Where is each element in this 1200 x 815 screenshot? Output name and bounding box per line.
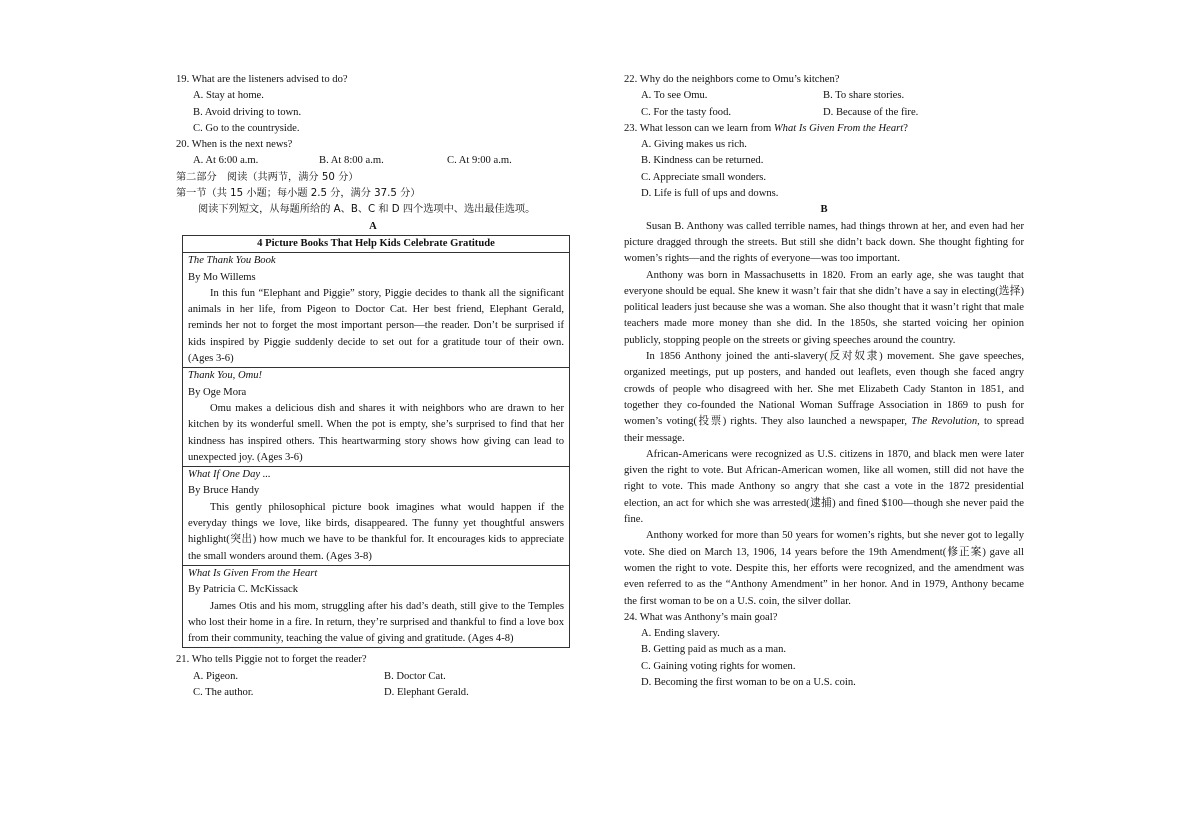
q23-prefix: 23. What lesson can we learn from: [624, 122, 774, 134]
section-one-heading: 第一节（共 15 小题；每小题 2.5 分，满分 37.5 分）: [176, 188, 421, 200]
newspaper-title: The Revolution: [911, 416, 978, 428]
book-entry: [183, 467, 570, 566]
q23-book-title: What Is Given From the Heart: [773, 122, 904, 134]
q23-option-a: A. Giving makes us rich.: [641, 139, 747, 151]
q21-option-a: A. Pigeon.: [193, 670, 239, 682]
passage-a-label: A: [369, 220, 377, 232]
picture-books-table: [182, 235, 570, 648]
passage-b-paragraph-5: Anthony worked for more than 50 years for women’s rights, but she never got to legally vote. She died on March 13, 1906, 14 years before the 19th Amendment(修正案) gave all women the right to vote. Despite this, her efforts were recognized, and the amendment was even referred to as the “Anthony Amendment” in her honor. And in 1979, Anthony became the first woman to be on a U.S. coin, the silver dollar.: [624, 530, 1024, 607]
q24-option-c: C. Gaining voting rights for women.: [641, 660, 796, 672]
q24-option-b: B. Getting paid as much as a man.: [641, 644, 787, 656]
q19-option-a: A. Stay at home.: [193, 90, 264, 102]
q24-option-d: D. Becoming the first woman to be on a U.S. coin.: [641, 676, 856, 688]
reading-instruction: 阅读下列短文，从每题所给的 A、B、C 和 D 四个选项中、选出最佳选项。: [198, 204, 536, 216]
q20-options: [176, 153, 570, 169]
q21-option-d: D. Elephant Gerald.: [384, 686, 469, 698]
book-author: By Patricia C. McKissack: [188, 584, 299, 596]
question-20: 20. When is the next news?: [176, 139, 293, 151]
question-24: 24. What was Anthony’s main goal?: [624, 611, 778, 623]
left-column: [176, 72, 570, 701]
book-description: This gently philosophical picture book imagines what would happen if the everyday things we love, like birds, disappeared. The funny yet thoughtful answers highlight(突出) how much we have to be thankful for. It encourages kids to appreciate the small wonders around them. (Ages 3-8): [188, 501, 564, 562]
q23-option-d: D. Life is full of ups and downs.: [641, 188, 779, 200]
q20-option-a: A. At 6:00 a.m.: [193, 155, 259, 167]
q19-option-b: B. Avoid driving to town.: [193, 106, 302, 118]
paragraph-3-text: In 1856 Anthony joined the anti-slavery(反对奴隶) movement. She gave speeches, organized meetings, put up posters, and handed out leaflets, even though she faced angry crowds of people who disagreed with her. She met Elizabeth Cady Stanton in 1851, and together they co-founded the National Woman Suffrage Association in 1869 to push for women’s voting(投票) rights. They also launched a newspaper,: [624, 351, 1024, 428]
q22-option-c: C. For the tasty food.: [641, 106, 732, 118]
q22-option-b: B. To share stories.: [823, 90, 905, 102]
book-title: The Thank You Book: [188, 255, 276, 267]
book-author: By Bruce Handy: [188, 485, 260, 497]
book-title: What If One Day ...: [188, 469, 271, 481]
question-23: [624, 121, 1024, 137]
question-22: 22. Why do the neighbors come to Omu’s kitchen?: [624, 74, 840, 85]
book-description: Omu makes a delicious dish and shares it with neighbors who are drawn to her kitchen by its wonderful smell. When the pot is empty, she’s surprised to find that her kindness has inspired others. This heartwarming story shows how giving can lead to unexpected joy. (Ages 3-6): [188, 402, 564, 463]
q24-option-a: A. Ending slavery.: [641, 628, 720, 640]
q22-options-row-2: [624, 105, 1024, 121]
q23-option-c: C. Appreciate small wonders.: [641, 171, 767, 183]
table-title: 4 Picture Books That Help Kids Celebrate Gratitude: [183, 235, 570, 252]
book-title: What Is Given From the Heart: [188, 567, 318, 579]
q21-option-c: C. The author.: [193, 686, 254, 698]
book-author: By Mo Willems: [188, 271, 256, 283]
passage-b-label: B: [820, 204, 828, 216]
q23-option-b: B. Kindness can be returned.: [641, 155, 764, 167]
question-21: 21. Who tells Piggie not to forget the reader?: [176, 654, 367, 666]
q20-option-c: C. At 9:00 a.m.: [447, 155, 512, 167]
book-entry: [183, 368, 570, 467]
q19-option-c: C. Go to the countryside.: [193, 122, 300, 134]
q21-option-b: B. Doctor Cat.: [384, 670, 446, 682]
right-column: [624, 72, 1024, 691]
question-19: 19. What are the listeners advised to do?: [176, 74, 348, 85]
q21-options-row-2: [176, 685, 570, 701]
book-entry: [183, 253, 570, 368]
book-entry: [183, 565, 570, 647]
paragraph-3-end: , to spread their message.: [624, 416, 1024, 444]
section-part-heading: 第二部分 阅读（共两节，满分 50 分）: [176, 171, 359, 183]
q22-option-a: A. To see Omu.: [641, 90, 708, 102]
passage-b-paragraph-2: Anthony was born in Massachusetts in 1820. From an early age, she was taught that everyone should be equal. She knew it wasn’t fair that she didn’t have a say in electing(选择) political leaders just because she was a woman. She also thought that it wasn’t right that male teachers made more money than she did. In the 1850s, she started voicing her opinion publicly, stopping people on the streets or giving speeches around the country.: [624, 269, 1024, 346]
book-description: In this fun “Elephant and Piggie” story, Piggie decides to thank all the significant animals in her life, from Pigeon to Doctor Cat. Her best friend, Elephant Gerald, reminds her not to forget the most important person—the reader. Don’t be surprised if kids inspired by Piggie suddenly decide to set out for a gratitude tour of their own. (Ages 3-6): [188, 287, 564, 365]
book-author: By Oge Mora: [188, 386, 247, 398]
book-title: Thank You, Omu!: [188, 370, 263, 382]
q20-option-b: B. At 8:00 a.m.: [319, 155, 384, 167]
q22-options-row-1: [624, 88, 1024, 104]
passage-b-paragraph-3: [624, 349, 1024, 447]
book-description: James Otis and his mom, struggling after his dad’s death, still give to the Temples who lost their home in a fire. In return, they’re surprised and thankful to find a love box from their community, teaching the value of giving and gratitude. (Ages 4-8): [188, 600, 564, 645]
q21-options-row-1: [176, 669, 570, 685]
passage-b-paragraph-4: African-Americans were recognized as U.S. citizens in 1870, and black men were later given the right to vote. But African-American women, like all women, still did not have the right to vote. This made Anthony so angry that she cast a vote in the 1872 presidential election, an act for which she was arrested(逮捕) and fined $100—though she never paid the fine.: [624, 448, 1024, 526]
q22-option-d: D. Because of the fire.: [823, 106, 919, 118]
passage-b-paragraph-1: Susan B. Anthony was called terrible names, had things thrown at her, and even had her picture dragged through the streets. But still she didn’t back down. She thought fighting for women’s rights—and the rights of everyone—was too important.: [624, 220, 1024, 265]
q23-suffix: ?: [903, 122, 908, 134]
